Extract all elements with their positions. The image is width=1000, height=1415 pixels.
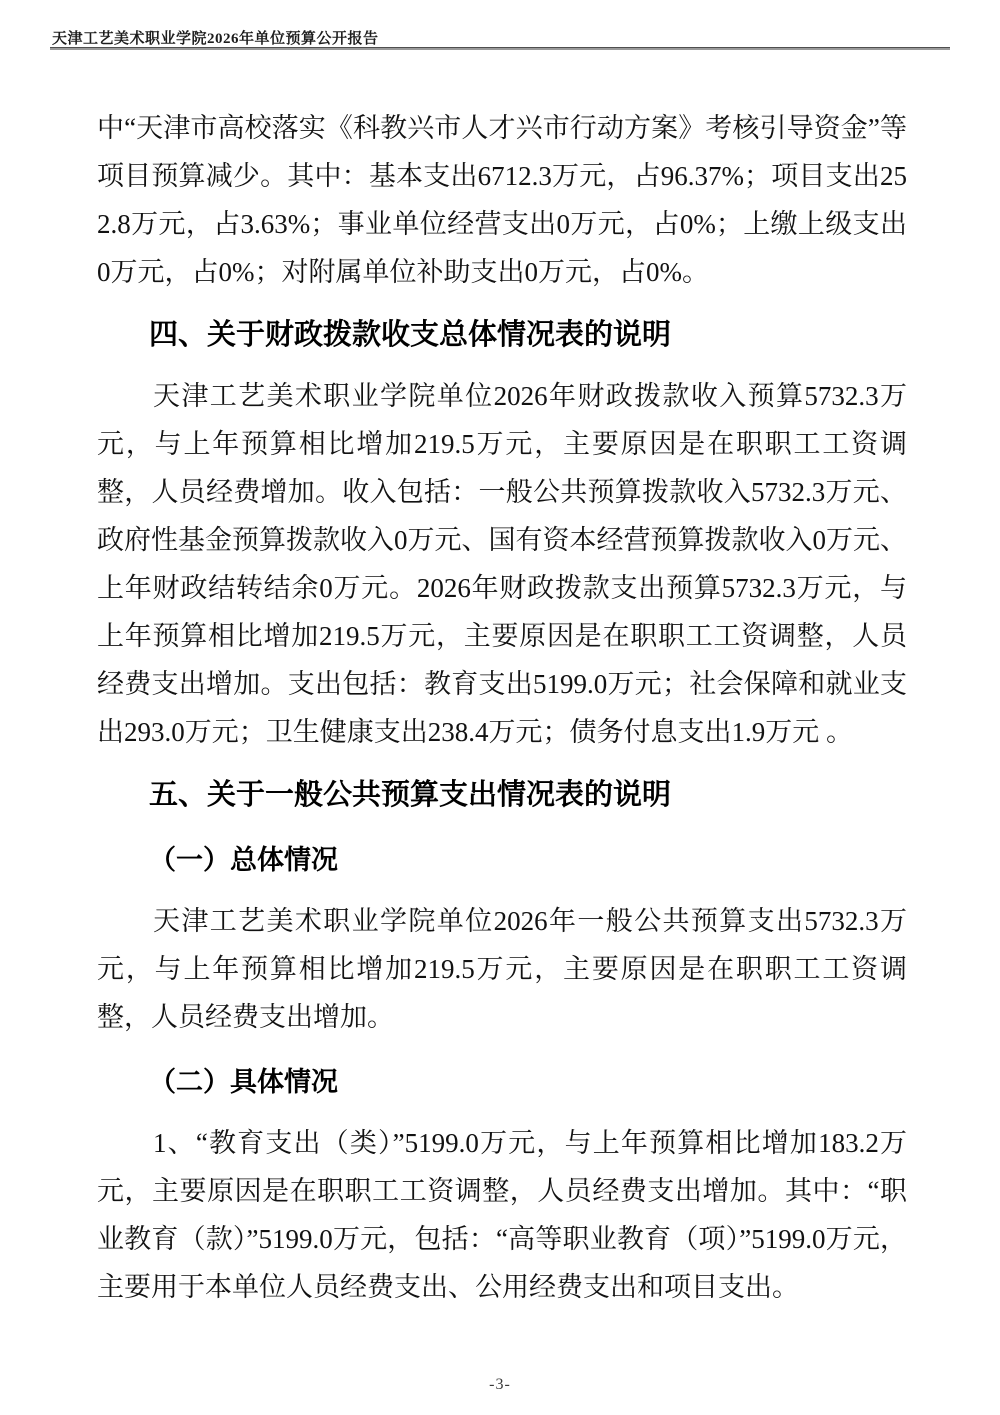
paragraph-general-budget-overall: 天津工艺美术职业学院单位2026年一般公共预算支出5732.3万元，与上年预算相比增加219.5万元，主要原因是在职职工工资调整，人员经费支出增加。: [97, 906, 907, 1032]
subheading-overall-situation: （一）总体情况: [149, 845, 338, 875]
document-body: [97, 0, 907, 1311]
paragraph-fiscal-appropriation-detail: 天津工艺美术职业学院单位2026年财政拨款收入预算5732.3万元，与上年预算相比增加219.5万元，主要原因是在职职工工资调整，人员经费增加。收入包括：一般公共预算拨款收入5732.3万元、政府性基金预算拨款收入0万元、国有资本经营预算拨款收入0万元、上年财政结转结余0万元。2026年财政拨款支出预算5732.3万元，与上年预算相比增加219.5万元，主要原因是在职职工工资调整，人员经费支出增加。支出包括：教育支出5199.0万元；社会保障和就业支出293.0万元；卫生健康支出238.4万元；债务付息支出1.9万元 。: [97, 381, 907, 747]
paragraph-budget-composition: 中“天津市高校落实《科教兴市人才兴市行动方案》考核引导资金”等项目预算减少。其中：基本支出6712.3万元，占96.37%；项目支出252.8万元，占3.63%；事业单位经营支出0万元，占0%；上缴上级支出0万元，占0%；对附属单位补助支出0万元，占0%。: [97, 113, 907, 287]
report-header-title: 天津工艺美术职业学院2026年单位预算公开报告: [52, 31, 379, 47]
paragraph-education-expenditure-detail: 1、“教育支出（类）”5199.0万元，与上年预算相比增加183.2万元，主要原因是在职职工工资调整，人员经费支出增加。其中：“职业教育（款）”5199.0万元，包括：“高等职业教育（项）”5199.0万元，主要用于本单位人员经费支出、公用经费支出和项目支出。: [97, 1128, 907, 1302]
heading-section-four-fiscal-appropriation: 四、关于财政拨款收支总体情况表的说明: [149, 319, 672, 351]
heading-section-five-general-public-budget: 五、关于一般公共预算支出情况表的说明: [149, 779, 672, 811]
subheading-specific-situation: （二）具体情况: [149, 1067, 338, 1097]
page-number: -3-: [489, 1376, 511, 1393]
